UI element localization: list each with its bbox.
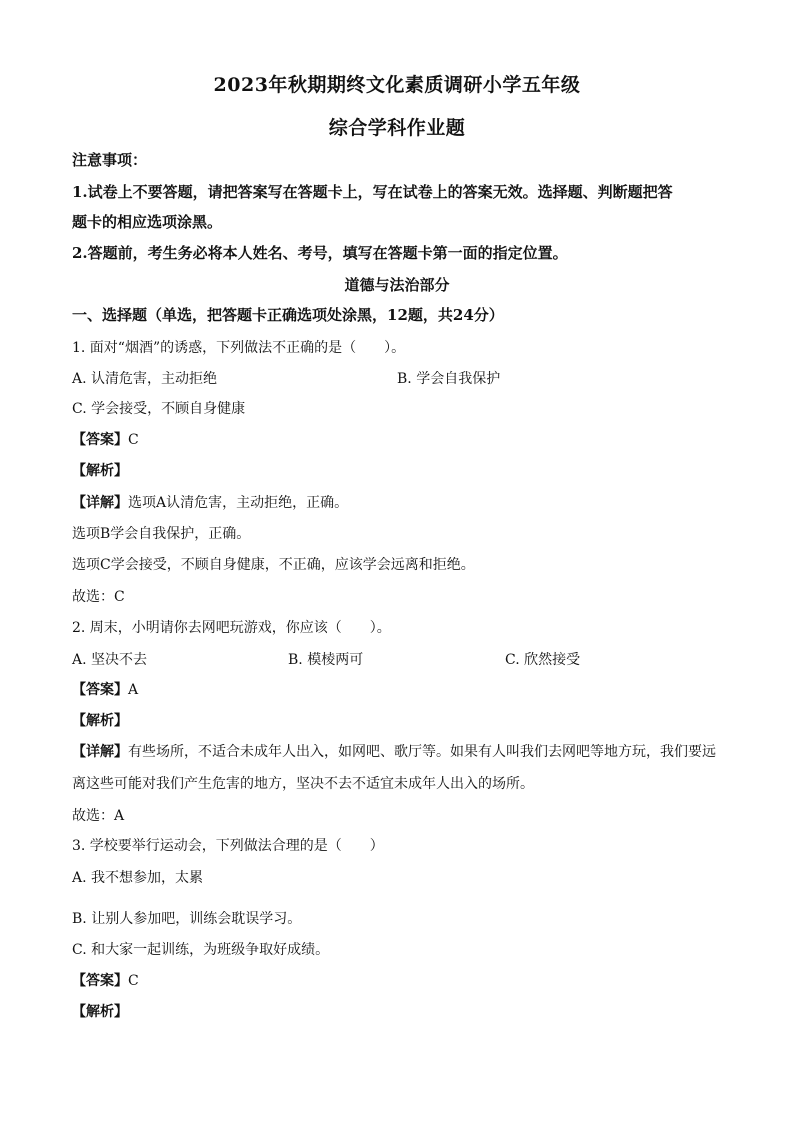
analysis-label: 【解析】: [72, 463, 128, 479]
question-2-detail-1: [72, 742, 732, 762]
question-3-option-a: A. 我不想参加，太累: [72, 870, 204, 886]
question-2-option-a: A. 坚决不去: [72, 652, 148, 668]
question-2-answer: [72, 680, 732, 700]
answer-value: C: [128, 973, 139, 989]
page-title: 2023年秋期期终文化素质调研小学五年级: [213, 74, 581, 96]
notice-item-1-line-1: 1.试卷上不要答题，请把答案写在答题卡上，写在试卷上的答案无效。选择题、判断题把答: [72, 183, 673, 201]
question-3-option-b: B. 让别人参加吧，训练会耽误学习。: [72, 911, 302, 927]
page-subtitle: 综合学科作业题: [328, 117, 466, 139]
section-title: 道德与法治部分: [344, 276, 450, 294]
notice-heading: 注意事项：: [72, 151, 148, 169]
answer-value: C: [128, 432, 139, 448]
question-2-detail-2: 离这些可能对我们产生危害的地方，坚决不去不适宜未成年人出入的场所。: [72, 776, 534, 792]
question-1-detail-3: 选项C学会接受，不顾自身健康，不正确，应该学会远离和拒绝。: [72, 557, 475, 573]
part-heading: 一、选择题（单选，把答题卡正确选项处涂黑，12题，共24分）: [72, 306, 504, 324]
question-1-option-b: B. 学会自我保护: [397, 371, 501, 387]
analysis-label: 【解析】: [72, 1004, 128, 1020]
question-1-analysis-label: [72, 461, 732, 481]
question-2-conclusion: 故选：A: [72, 808, 125, 824]
question-1-stem: 1. 面对“烟酒”的诱惑，下列做法不正确的是（ ）。: [72, 340, 406, 356]
detail-text: 选项A认清危害，主动拒绝，正确。: [128, 495, 349, 511]
notice-item-2: 2.答题前，考生务必将本人姓名、考号，填写在答题卡第一面的指定位置。: [72, 244, 568, 262]
question-2-option-c: C. 欣然接受: [505, 652, 581, 668]
question-1-option-c: C. 学会接受，不顾自身健康: [72, 401, 246, 417]
question-3-stem: 3. 学校要举行运动会，下列做法合理的是（ ）: [72, 838, 384, 854]
answer-label: 【答案】: [72, 682, 128, 698]
detail-label: 【详解】: [72, 495, 128, 511]
answer-value: A: [128, 682, 139, 698]
question-3-option-c: C. 和大家一起训练，为班级争取好成绩。: [72, 942, 330, 958]
question-1-answer: [72, 430, 732, 450]
question-1-conclusion: 故选：C: [72, 589, 125, 605]
analysis-label: 【解析】: [72, 713, 128, 729]
question-3-analysis-label: [72, 1002, 732, 1022]
question-1-option-a: A. 认清危害，主动拒绝: [72, 371, 218, 387]
question-2-analysis-label: [72, 711, 732, 731]
answer-label: 【答案】: [72, 432, 128, 448]
question-3-answer: [72, 971, 732, 991]
answer-label: 【答案】: [72, 973, 128, 989]
question-1-detail-2: 选项B学会自我保护，正确。: [72, 526, 251, 542]
question-1-detail-1: [72, 493, 732, 513]
detail-label: 【详解】: [72, 744, 128, 760]
question-2-option-b: B. 模棱两可: [288, 652, 364, 668]
detail-text: 有些场所，不适合未成年人出入，如网吧、歌厅等。如果有人叫我们去网吧等地方玩，我们要远: [128, 744, 716, 760]
notice-item-1-line-2: 题卡的相应选项涂黑。: [72, 213, 223, 231]
question-2-stem: 2. 周末，小明请你去网吧玩游戏，你应该（ ）。: [72, 620, 391, 636]
